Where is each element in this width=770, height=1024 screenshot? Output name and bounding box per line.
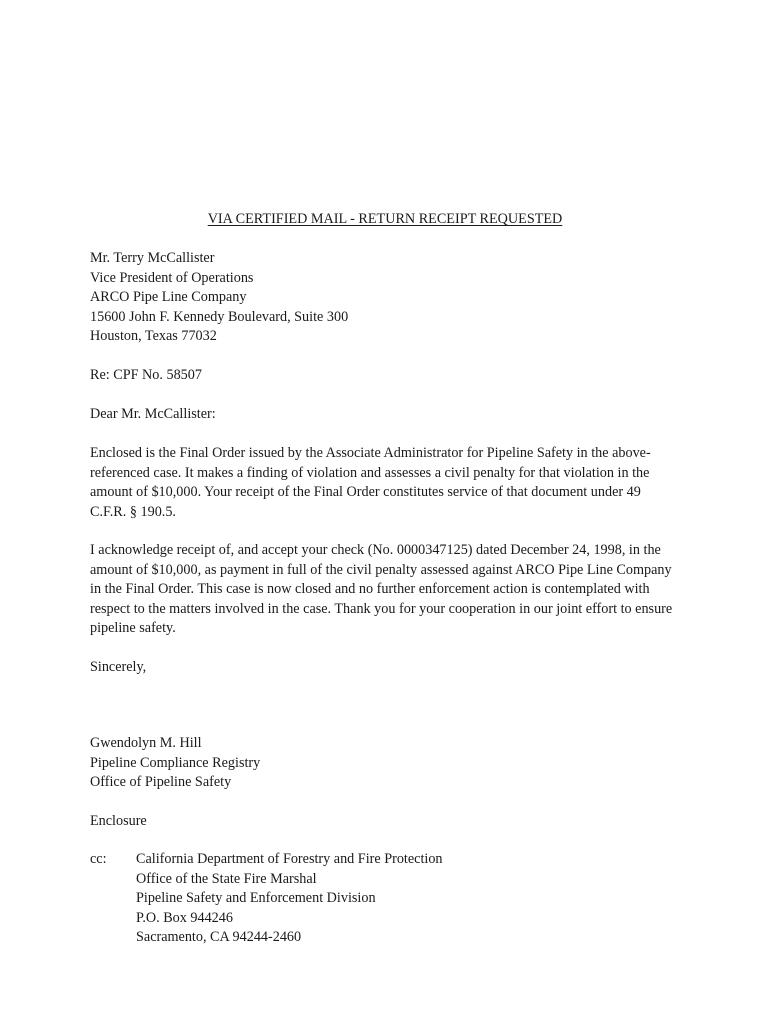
signature-block [90,734,690,793]
recipient-name: Mr. Terry McCallister [90,250,215,266]
paragraph-line: respect to the matters involved in the case. Thank you for your cooperation in our joint effort to ensure [90,600,673,617]
paragraph-line: I acknowledge receipt of, and accept your check (No. 0000347125) dated December 24, 1998, in the [90,542,661,558]
paragraph-line: amount of $10,000. Your receipt of the Final Order constitutes service of that document under 49 [90,484,641,500]
recipient-title: Vice President of Operations [90,269,254,286]
delivery-heading: VIA CERTIFIED MAIL - RETURN RECEIPT REQUESTED [207,211,563,227]
paragraph-line: C.F.R. § 190.5. [90,503,176,520]
salutation: Dear Mr. McCallister: [90,406,216,422]
paragraph-payment [90,541,690,639]
signer-name: Gwendolyn M. Hill [90,735,202,751]
paragraph-line: pipeline safety. [90,620,176,636]
cc-line: Office of the State Fire Marshal [136,870,317,887]
paragraph-final-order [90,444,690,522]
recipient-street: 15600 John F. Kennedy Boulevard, Suite 300 [90,308,349,325]
closing: Sincerely, [90,659,147,675]
signer-office: Office of Pipeline Safety [90,774,232,790]
cc-address [136,850,636,948]
paragraph-line: amount of $10,000, as payment in full of the civil penalty assessed against ARCO Pipe Line Company [90,561,672,578]
paragraph-line: Enclosed is the Final Order issued by the Associate Administrator for Pipeline Safety in the above- [90,445,651,461]
recipient-company: ARCO Pipe Line Company [90,289,247,305]
cc-line: P.O. Box 944246 [136,909,233,926]
cc-label: cc: [90,851,107,867]
cc-line: Sacramento, CA 94244-2460 [136,929,302,945]
recipient-address [90,249,690,347]
signer-title: Pipeline Compliance Registry [90,754,261,771]
paragraph-line: referenced case. It makes a finding of violation and assesses a civil penalty for that violation in the [90,464,650,481]
recipient-city: Houston, Texas 77032 [90,328,217,344]
paragraph-line: in the Final Order. This case is now closed and no further enforcement action is contemplated with [90,581,650,597]
cc-line: Pipeline Safety and Enforcement Division [136,890,376,906]
enclosure-note: Enclosure [90,813,147,829]
reference-line: Re: CPF No. 58507 [90,367,202,383]
cc-line: California Department of Forestry and Fire Protection [136,851,443,867]
